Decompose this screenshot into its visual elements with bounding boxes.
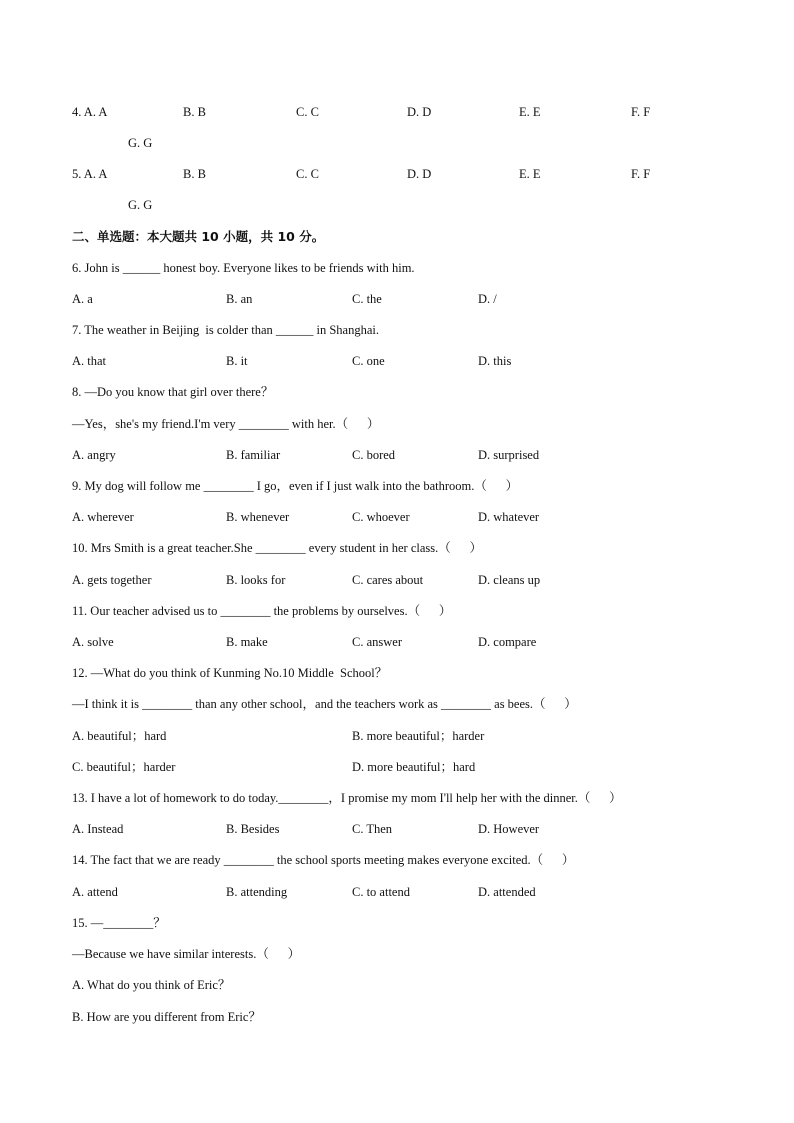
section-heading: 二、单选题：本大题共 10 小题，共 10 分。	[72, 229, 325, 244]
q12-option-c: C. beautiful；harder	[72, 760, 176, 774]
q10-option-d: D. cleans up	[478, 573, 541, 587]
q14-option-d: D. attended	[478, 885, 536, 899]
q14-option-b: B. attending	[226, 885, 288, 899]
q15-option-a: A. What do you think of Eric？	[72, 978, 231, 992]
q10-option-a: A. gets together	[72, 573, 152, 587]
q11-option-c: C. answer	[352, 635, 402, 649]
q12-option-d: D. more beautiful；hard	[352, 760, 476, 774]
q13-option-b: B. Besides	[226, 822, 280, 836]
q8-option-a: A. angry	[72, 448, 116, 462]
q9-option-b: B. whenever	[226, 510, 290, 524]
q6-stem: 6. John is ______ honest boy. Everyone likes to be friends with him.	[72, 261, 415, 275]
q15-option-b: B. How are you different from Eric？	[72, 1010, 261, 1024]
q6-option-a: A. a	[72, 292, 93, 306]
q13-option-c: C. Then	[352, 822, 393, 836]
q6-option-c: C. the	[352, 292, 382, 306]
q5-option-f: F. F	[631, 167, 651, 181]
q15-stem-answer: —Because we have similar interests.（ ）	[72, 947, 301, 961]
q11-stem: 11. Our teacher advised us to ________ the problems by ourselves.（ ）	[72, 604, 452, 618]
q4-option-f: F. F	[631, 105, 651, 119]
q5-option-g: G. G	[128, 198, 153, 212]
q8-stem-answer: —Yes，she's my friend.I'm very ________ with her.（ ）	[72, 417, 380, 431]
q13-option-d: D. However	[478, 822, 540, 836]
q4-option-g: G. G	[128, 136, 153, 150]
q11-option-d: D. compare	[478, 635, 537, 649]
q14-option-c: C. to attend	[352, 885, 410, 899]
q10-option-b: B. looks for	[226, 573, 286, 587]
q8-option-c: C. bored	[352, 448, 396, 462]
q12-stem-question: 12. —What do you think of Kunming No.10 Middle School？	[72, 666, 388, 680]
q10-stem: 10. Mrs Smith is a great teacher.She ________ every student in her class.（ ）	[72, 541, 482, 555]
q9-option-a: A. wherever	[72, 510, 134, 524]
q12-stem-answer: —I think it is ________ than any other school，and the teachers work as ________ as bees.（ ）	[72, 697, 577, 711]
q4-option-c: C. C	[296, 105, 319, 119]
q10-option-c: C. cares about	[352, 573, 424, 587]
q6-option-d: D. /	[478, 292, 497, 306]
q5-option-a: 5. A. A	[72, 167, 108, 181]
q4-option-d: D. D	[407, 105, 432, 119]
q9-stem: 9. My dog will follow me ________ I go，even if I just walk into the bathroom.（ ）	[72, 479, 519, 493]
q8-option-d: D. surprised	[478, 448, 540, 462]
q14-option-a: A. attend	[72, 885, 118, 899]
q15-stem-question: 15. —________？	[72, 916, 166, 930]
q13-stem: 13. I have a lot of homework to do today.________，I promise my mom I'll help her with the dinner.（ ）	[72, 791, 622, 805]
q4-option-a: 4. A. A	[72, 105, 108, 119]
q4-option-b: B. B	[183, 105, 206, 119]
q8-option-b: B. familiar	[226, 448, 281, 462]
q9-option-d: D. whatever	[478, 510, 540, 524]
q5-option-d: D. D	[407, 167, 432, 181]
q5-option-c: C. C	[296, 167, 319, 181]
q12-option-a: A. beautiful；hard	[72, 729, 167, 743]
q11-option-a: A. solve	[72, 635, 114, 649]
q4-option-e: E. E	[519, 105, 541, 119]
q13-option-a: A. Instead	[72, 822, 124, 836]
q7-stem: 7. The weather in Beijing is colder than ______ in Shanghai.	[72, 323, 380, 337]
q5-option-e: E. E	[519, 167, 541, 181]
q5-option-b: B. B	[183, 167, 206, 181]
q7-option-a: A. that	[72, 354, 107, 368]
q8-stem-question: 8. —Do you know that girl over there？	[72, 385, 274, 399]
q7-option-d: D. this	[478, 354, 512, 368]
q9-option-c: C. whoever	[352, 510, 410, 524]
q11-option-b: B. make	[226, 635, 268, 649]
q12-option-b: B. more beautiful；harder	[352, 729, 485, 743]
q7-option-c: C. one	[352, 354, 385, 368]
q7-option-b: B. it	[226, 354, 248, 368]
q14-stem: 14. The fact that we are ready ________ the school sports meeting makes everyone excited.（ ）	[72, 853, 575, 867]
q6-option-b: B. an	[226, 292, 253, 306]
